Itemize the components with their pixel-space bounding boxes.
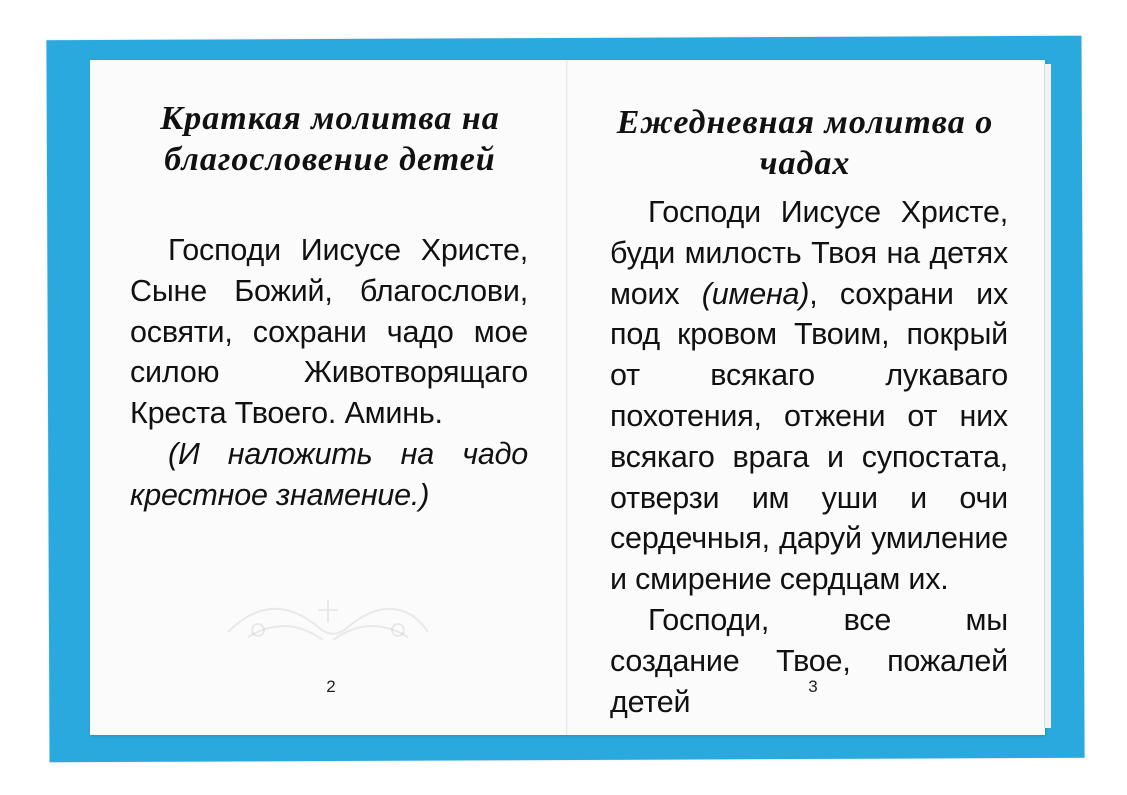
prayer-paragraph: Господи, все мы создание Твое, пожалей детей xyxy=(610,602,1008,719)
names-placeholder: (имена) xyxy=(701,276,810,311)
right-page-title: Ежедневная молитва о чадах xyxy=(616,104,994,182)
prayer-note: (И наложить на чадо крестное знамение.) xyxy=(130,436,528,512)
right-page xyxy=(567,60,1045,735)
prayer-text: Господи Иисусе Христе, буди милость Твоя на детях моих xyxy=(610,195,1008,311)
page-number: 3 xyxy=(808,677,818,696)
ornament-bleed-through-icon xyxy=(218,592,438,652)
page-edge xyxy=(1044,64,1051,728)
left-page-body xyxy=(130,230,528,516)
left-page-title: Краткая молитва на благословение детей xyxy=(160,100,500,178)
prayer-text: , сохрани их под кровом Твоим, покрый от всякаго лукаваго похотения, отжени от них всякаго врага и супостата, отверзи им уши и очи сердечныя, даруй умиление и смирение сердцам их. xyxy=(610,276,1008,597)
page-number: 2 xyxy=(326,677,336,696)
left-page xyxy=(90,60,567,735)
prayer-paragraph xyxy=(610,192,1008,600)
prayer-paragraph: Господи Иисусе Христе, Сыне Божий, благослови, освяти, сохрани чадо мое силою Животворящаго Креста Твоего. Аминь. xyxy=(130,233,528,431)
right-page-body xyxy=(610,192,1008,722)
open-booklet-spread xyxy=(90,60,1045,735)
